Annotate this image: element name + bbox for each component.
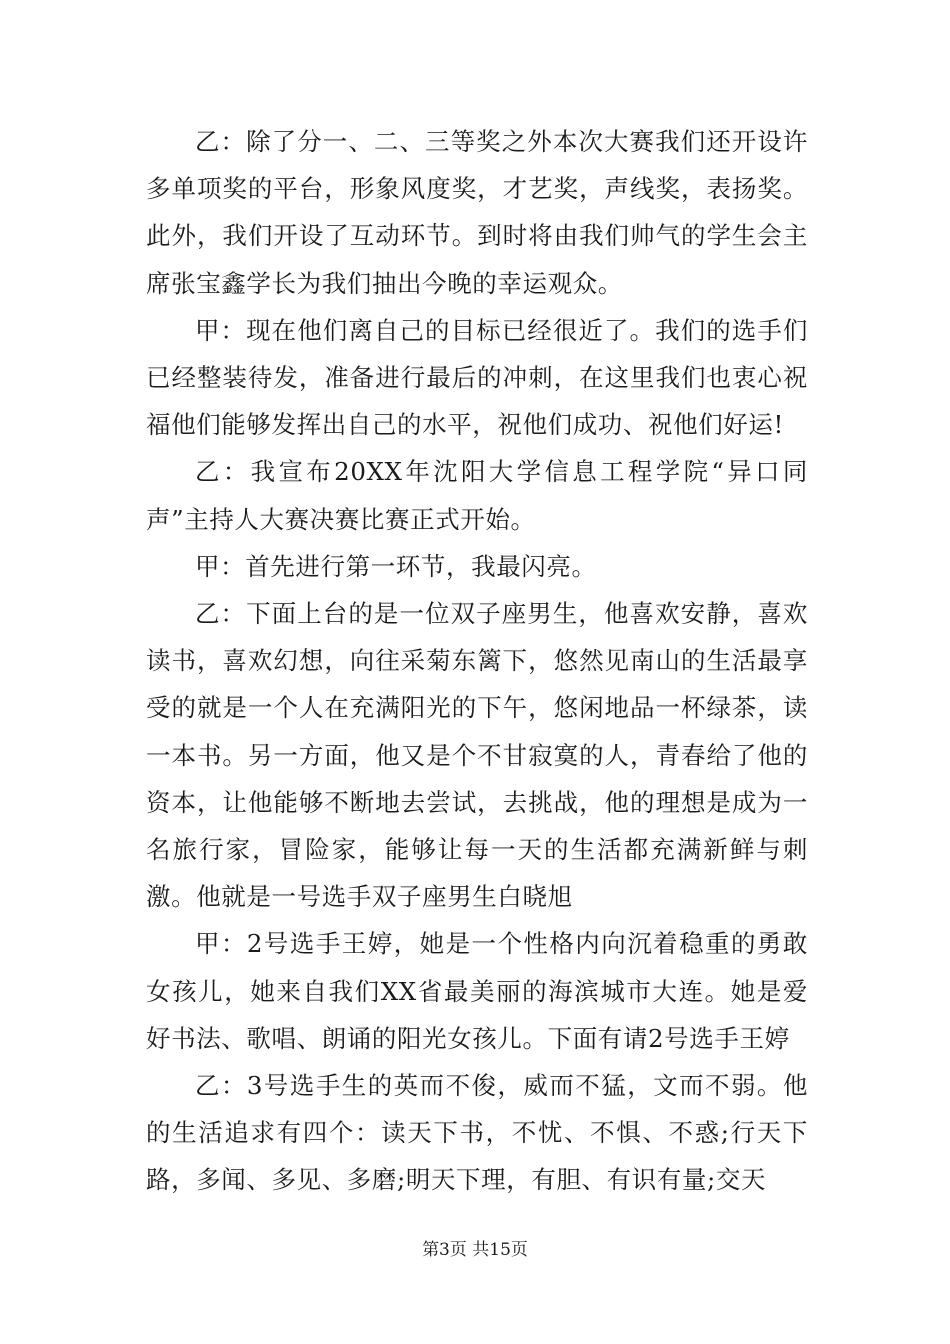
paragraph-5: 乙：下面上台的是一位双子座男生，他喜欢安静，喜欢读书，喜欢幻想，向往采菊东篱下，悠然见南山的生活最享受的就是一个人在充满阳光的下午，悠闲地品一杯绿茶，读一本书。另一方面，他又是个不甘寂寞的人，青春给了他的资本，让他能够不断地去尝试，去挑战，他的理想是成为一名旅行家，冒险家，能够让每一天的生活都充满新鲜与刺激。他就是一号选手双子座男生白晓旭 bbox=[146, 599, 808, 912]
page-footer: 第3页 共15页 bbox=[422, 1240, 528, 1260]
document-body bbox=[146, 118, 808, 1204]
paragraph-7: 乙：3号选手生的英而不俊，威而不猛，文而不弱。他的生活追求有四个：读天下书，不忧、不惧、不惑;行天下路，多闻、多见、多磨;明天下理，有胆、有识有量;交天 bbox=[146, 1071, 808, 1195]
paragraph-6: 甲：2号选手王婷，她是一个性格内向沉着稳重的勇敢女孩儿，她来自我们XX省最美丽的海滨城市大连。她是爱好书法、歌唱、朗诵的阳光女孩儿。下面有请2号选手王婷 bbox=[146, 929, 808, 1053]
paragraph-3: 乙：我宣布20XX年沈阳大学信息工程学院“异口同声”主持人大赛决赛比赛正式开始。 bbox=[146, 457, 808, 534]
paragraph-4: 甲：首先进行第一环节，我最闪亮。 bbox=[195, 551, 597, 581]
paragraph-1: 乙：除了分一、二、三等奖之外本次大赛我们还开设许多单项奖的平台，形象风度奖，才艺奖，声线奖，表扬奖。此外，我们开设了互动环节。到时将由我们帅气的学生会主席张宝鑫学长为我们抽出今晚的幸运观众。 bbox=[146, 127, 808, 298]
paragraph-2: 甲：现在他们离自己的目标已经很近了。我们的选手们已经整装待发，准备进行最后的冲刺，在这里我们也衷心祝福他们能够发挥出自己的水平，祝他们成功、祝他们好运! bbox=[146, 315, 808, 440]
